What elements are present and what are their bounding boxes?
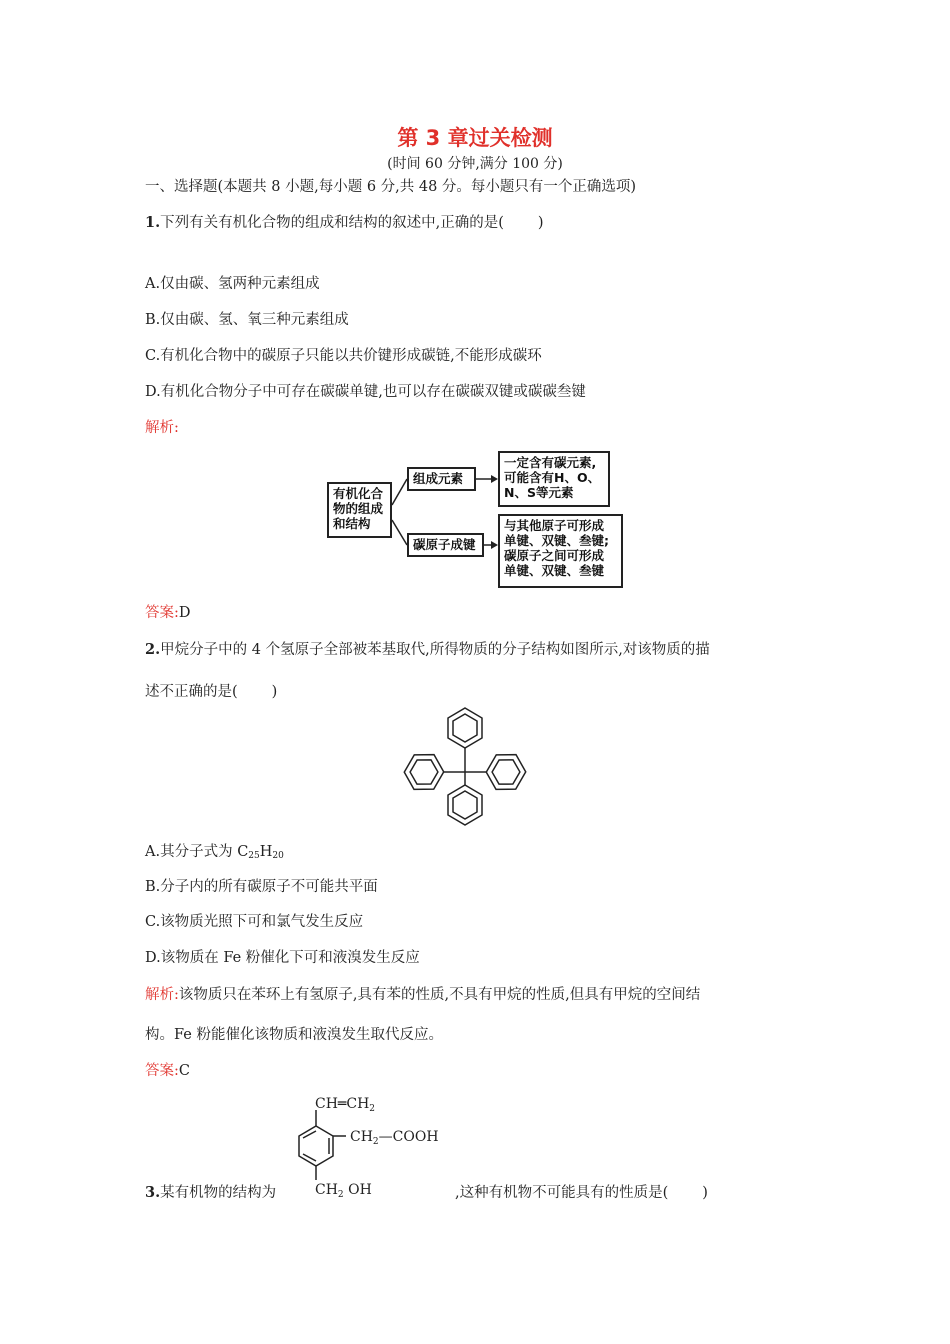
q1-answer: 答案:D xyxy=(145,605,191,621)
q3-structure xyxy=(290,1090,460,1202)
q3-hydroxymethyl-group: $CH_2$ OH xyxy=(315,1182,372,1200)
q3-acetic-group: $CH_2—COOH$ xyxy=(350,1129,439,1147)
question-2-number: 2. xyxy=(145,641,161,658)
q1-option-c: C.有机化合物中的碳原子只能以共价键形成碳链,不能形成碳环 xyxy=(145,348,542,364)
diagram-elements-detail-box: 一定含有碳元素, 可能含有H、O、 N、S等元素 xyxy=(498,451,610,507)
diagram-connectors xyxy=(0,0,950,600)
q2-option-b: B.分子内的所有碳原子不可能共平面 xyxy=(145,879,378,895)
question-1-number: 1. xyxy=(145,214,161,231)
q2-answer: 答案:C xyxy=(145,1063,190,1079)
q3-vinyl-group: $CH═CH_2$ xyxy=(315,1096,376,1114)
q1-analysis-label: 解析: xyxy=(145,420,179,436)
diagram-elements-box: 组成元素 xyxy=(407,467,476,491)
question-2-stem-line2: 述不正确的是( ) xyxy=(145,684,278,700)
page-title: 第 3 章过关检测 xyxy=(397,126,553,150)
q1-option-d: D.有机化合物分子中可存在碳碳单键,也可以存在碳碳双键或碳碳叁键 xyxy=(145,384,586,400)
diagram-root-box: 有机化合 物的组成 和结构 xyxy=(327,482,392,538)
diagram-bonding-box: 碳原子成键 xyxy=(407,533,484,557)
diagram-bonding-detail-box: 与其他原子可形成 单键、双键、叁键; 碳原子之间可形成 单键、双键、叁键 xyxy=(498,514,623,588)
q1-option-a: A.仅由碳、氢两种元素组成 xyxy=(145,276,320,292)
q1-option-b: B.仅由碳、氢、氧三种元素组成 xyxy=(145,312,349,328)
question-2-stem-line1: 2.甲烷分子中的 4 个氢原子全部被苯基取代,所得物质的分子结构如图所示,对该物质的描 xyxy=(145,641,710,658)
tetraphenylmethane-structure xyxy=(398,705,553,833)
q2-option-d: D.该物质在 Fe 粉催化下可和液溴发生反应 xyxy=(145,950,420,966)
question-3-number: 3. xyxy=(145,1184,161,1201)
page-subtitle: (时间 60 分钟,满分 100 分) xyxy=(387,156,563,172)
q2-option-c: C.该物质光照下可和氯气发生反应 xyxy=(145,914,364,930)
question-3-stem-rest: ,这种有机物不可能具有的性质是( ) xyxy=(455,1185,708,1201)
question-1-stem: 1.下列有关有机化合物的组成和结构的叙述中,正确的是( ) xyxy=(145,214,544,231)
q2-analysis-line2: 构。Fe 粉能催化该物质和液溴发生取代反应。 xyxy=(145,1027,443,1043)
q2-analysis-line1: 解析:该物质只在苯环上有氢原子,具有苯的性质,不具有甲烷的性质,但具有甲烷的空间结 xyxy=(145,987,701,1003)
q2-option-a: A.其分子式为 $C_{25}H_{20}$ xyxy=(145,844,284,861)
question-3-stem: 3.某有机物的结构为 xyxy=(145,1184,277,1201)
section-heading: 一、选择题(本题共 8 小题,每小题 6 分,共 48 分。每小题只有一个正确选项) xyxy=(145,179,637,195)
